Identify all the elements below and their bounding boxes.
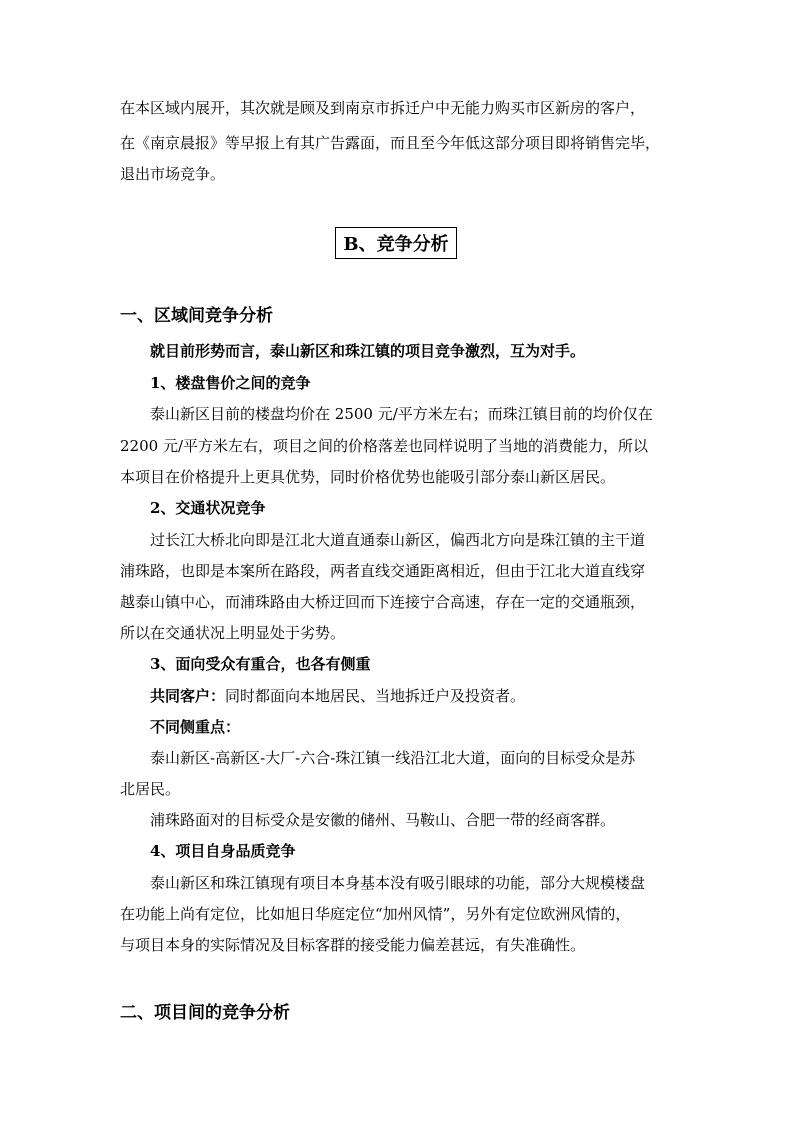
part1-heading: 一、区域间竞争分析 <box>120 306 273 326</box>
sub1-line-2: 2200 元/平方米左右，项目之间的价格落差也同样说明了当地的消费能力，所以 <box>120 437 648 455</box>
section-b-title: B、竞争分析 <box>335 227 457 259</box>
sub2-title: 2、交通状况竞争 <box>150 499 266 517</box>
intro-line-1: 在本区域内展开，其次就是顾及到南京市拆迁户中无能力购买市区新房的客户， <box>120 99 646 117</box>
sub4-line-1: 泰山新区和珠江镇现有项目本身基本没有吸引眼球的功能，部分大规模楼盘 <box>150 874 646 892</box>
sub1-line-1: 泰山新区目前的楼盘均价在 2500 元/平方米左右；而珠江镇目前的均价仅在 <box>150 405 653 423</box>
part1-summary: 就目前形势而言，泰山新区和珠江镇的项目竞争激烈，互为对手。 <box>150 342 586 360</box>
intro-line-3: 退出市场竞争。 <box>120 165 226 183</box>
diff-line-2: 北居民。 <box>120 780 181 798</box>
sub1-line-3: 本项目在价格提升上更具优势，同时价格优势也能吸引部分泰山新区居民。 <box>120 468 616 486</box>
sub2-line-3: 越泰山镇中心，而浦珠路由大桥迂回而下连接宁合高速，存在一定的交通瓶颈， <box>120 593 646 611</box>
sub2-line-2: 浦珠路，也即是本案所在路段，两者直线交通距离相近，但由于江北大道直线穿 <box>120 562 646 580</box>
diff-line-1: 泰山新区-高新区-大厂-六合-珠江镇一线沿江北大道，面向的目标受众是苏 <box>150 749 636 767</box>
sub4-line-3: 与项目本身的实际情况及目标客群的接受能力偏差甚远，有失准确性。 <box>120 936 586 954</box>
diff-line-3: 浦珠路面对的目标受众是安徽的储州、马鞍山、合肥一带的经商客群。 <box>150 811 616 829</box>
sub3-title: 3、面向受众有重合，也各有侧重 <box>150 655 371 673</box>
sub2-line-1: 过长江大桥北向即是江北大道直通泰山新区，偏西北方向是珠江镇的主干道 <box>150 531 646 549</box>
sub4-line-2: 在功能上尚有定位，比如旭日华庭定位“加州风情”，另外有定位欧洲风情的， <box>120 905 631 923</box>
diff-label: 不同侧重点： <box>150 718 241 736</box>
intro-line-2: 在《南京晨报》等早报上有其广告露面，而且至今年低这部分项目即将销售完毕， <box>120 134 661 152</box>
sub3-common <box>150 686 525 706</box>
sub2-line-4: 所以在交通状况上明显处于劣势。 <box>120 624 346 642</box>
sub1-title: 1、楼盘售价之间的竞争 <box>150 374 311 392</box>
common-text: 同时都面向本地居民、当地拆迁户及投资者。 <box>225 687 526 705</box>
common-label: 共同客户： <box>150 687 226 705</box>
sub4-title: 4、项目自身品质竞争 <box>150 842 296 860</box>
part2-heading: 二、项目间的竞争分析 <box>120 1003 290 1023</box>
